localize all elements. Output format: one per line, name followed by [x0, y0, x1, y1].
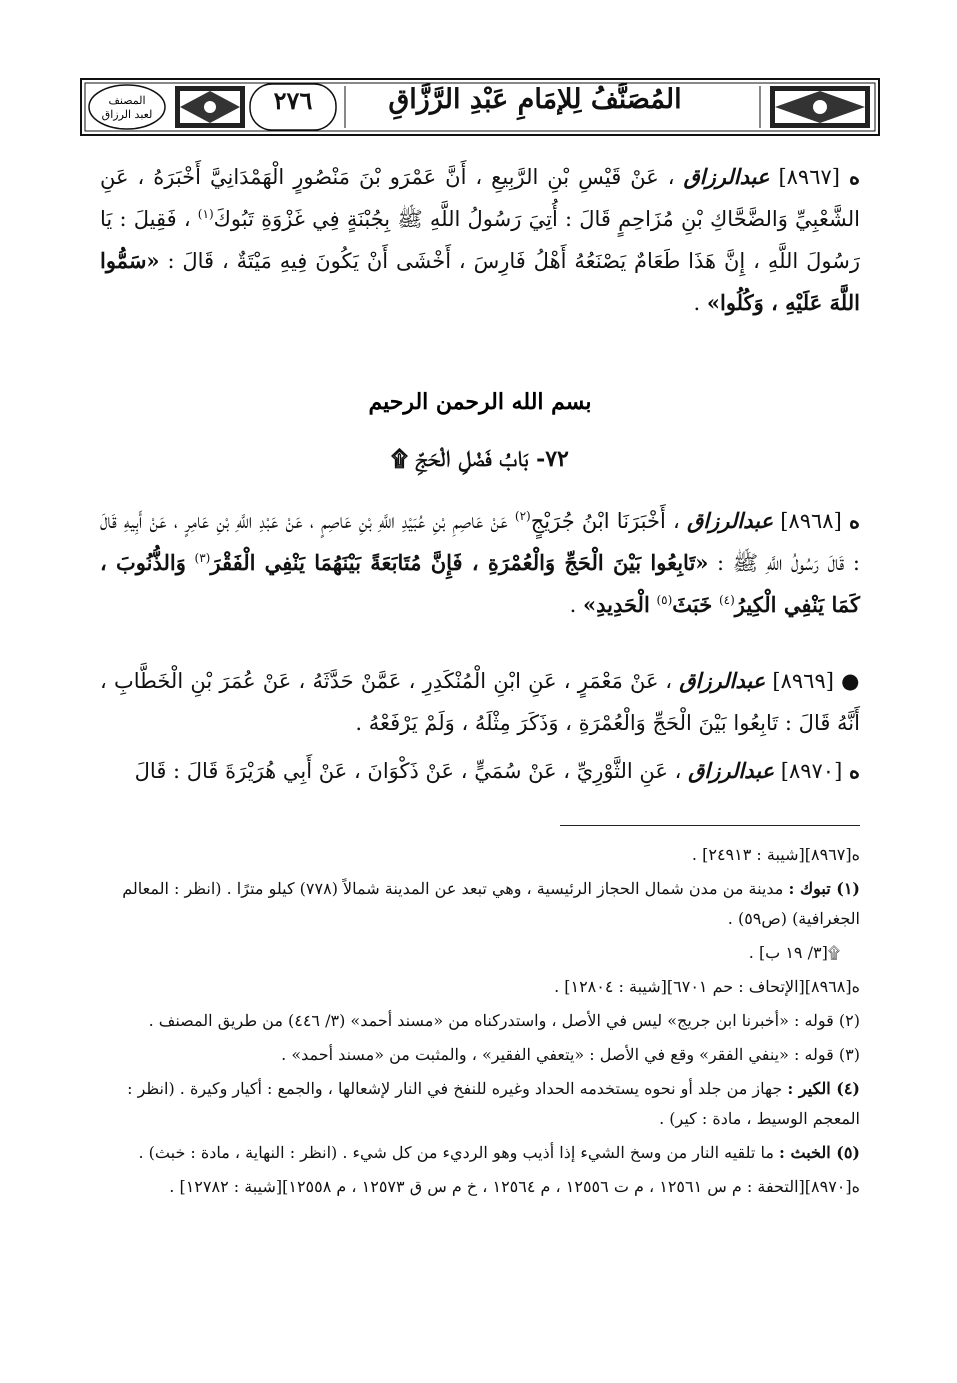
- footnote-separator: [560, 825, 860, 826]
- footnote-ref: (٣): [194, 551, 211, 565]
- page-number: ٢٧٦: [273, 86, 313, 115]
- svg-text:لعبد الرزاق: لعبد الرزاق: [101, 108, 153, 121]
- footnote-text: ما تلقيه النار من وسخ الشيء إذا أذيب وهو الرديء من كل شيء . (انظر : النهاية ، مادة : خبث) .: [138, 1143, 774, 1162]
- narrator-name: عبدالرزاق: [679, 668, 766, 693]
- source-note-8967: ه[٨٩٦٧][شيبة : ٢٤٩١٣] .: [691, 845, 860, 864]
- hadith-marker: ه: [848, 164, 860, 189]
- chapter-heading: [280, 446, 680, 472]
- prophet-saying: «سَمُّوا اللَّهَ عَلَيْهِ ، وَكُلُوا»: [100, 248, 860, 315]
- svg-text:المصنف: المصنف: [108, 94, 146, 107]
- book-title: المُصَنَّفُ لِلإمَامِ عَبْدِ الرَّزَّاقِ: [388, 84, 682, 115]
- footnote-text: جهاز من جلد أو نحوه يستخدمه الحداد وغيره للنفخ في النار لإشعالها ، والجمع : أكيار وكيرة . (انظر : المعجم الوسيط ، مادة : كير) .: [127, 1079, 860, 1128]
- footnote-text: مدينة من مدن شمال الحجاز الرئيسية ، وهي تبعد عن المدينة شمالاً (٧٧٨) كيلو مترًا . (انظر : المعالم الجغرافية) (ص٥٩) .: [122, 879, 860, 928]
- hadith-marker: ه: [848, 758, 860, 783]
- hadith-8970: [100, 750, 860, 806]
- footnote-2: (٢) قوله : «أخبرنا ابن جريج» ليس في الأصل ، واستدركناه من «مسند أحمد» (٣/ ٤٤٦) من طريق المصنف .: [148, 1011, 860, 1030]
- hadith-text: ، عَنِ الثَّوْرِيِّ ، عَنْ سُمَيٍّ ، عَنْ ذَكْوَانَ ، عَنْ أَبِي هُرَيْرَةَ قَالَ : قَالَ: [134, 759, 682, 783]
- hadith-number: [٨٩٦٨]: [780, 509, 842, 533]
- hadith-text: ، فَقِيلَ : يَا رَسُولَ اللَّهِ ، إِنَّ هَذَا طَعَامٌ يَصْنَعُهُ أَهْلُ فَارِسَ ، أَخْشَى أَنْ يَكُونَ فِيهِ مَيْتَةٌ ، قَالَ :: [100, 207, 860, 273]
- footnote-5: [88, 1138, 860, 1168]
- footnote-label: (٥) الخبث :: [779, 1143, 860, 1162]
- hadith-marker: ه: [849, 508, 861, 533]
- footnotes: [88, 840, 860, 1206]
- hadith-end: .: [693, 291, 701, 315]
- chapter-title: ٧٢- بَابُ فَضْلِ الْحَجِّ: [415, 446, 569, 472]
- hadith-paragraph: [100, 500, 860, 626]
- narrator-name: عبدالرزاق: [687, 508, 773, 533]
- footnote-ref: (٤): [718, 593, 735, 607]
- page-header: [80, 78, 880, 136]
- hadith-text: عَنْ عَاصِمِ بْنِ عُبَيْدِ اللَّهِ بْنِ عَاصِمٍ ، عَنْ عَبْدِ اللَّهِ بْنِ عَامِرٍ ، عَنْ أَبِيهِ قَالَ : قَالَ رَسُولُ اللَّهِ ﷺ :: [100, 509, 860, 575]
- footnote-4: [88, 1074, 860, 1134]
- footnote-label: (١) تبوك :: [788, 879, 860, 898]
- manuscript-mark-icon: ۩: [391, 446, 408, 472]
- narrator-name: عبدالرزاق: [683, 164, 770, 189]
- source-note-8968: ه[٨٩٦٨][الإتحاف : حم ٦٧٠١][شيبة : ١٢٨٠٤] .: [554, 977, 860, 996]
- source-note-8970: ه[٨٩٧٠][التحفة : م س ١٢٥٦١ ، م ت ١٢٥٥٦ ، م ١٢٥٦٤ ، خ م س ق ١٢٥٧٣ ، م ١٢٥٥٨][شيبة : ١٢٧٨٢] .: [169, 1177, 860, 1196]
- hadith-number: [٨٩٦٧]: [778, 165, 840, 189]
- prophet-saying: خَبَثَ: [672, 592, 713, 617]
- hadith-end: .: [569, 593, 577, 617]
- footnote-3: (٣) قوله : «ينفي الفقر» وقع في الأصل : «يتعفي الفقير» ، والمثبت من «مسند أحمد» .: [281, 1045, 860, 1064]
- svg-text:بسم الله الرحمن الرحيم: بسم الله الرحمن الرحيم: [368, 389, 592, 415]
- hadith-text: ، عَنْ قَيْسِ بْنِ الرَّبِيعِ ، أَنَّ عَمْرَو بْنَ مَنْصُورٍ الْهَمْدَانِيَّ أَخْبَرَهُ ، عَنِ الشَّعْبِيِّ وَالضَّحَّاكِ بْنِ مُزَاحِمٍ قَالَ : أُتِيَ رَسُولُ اللَّهِ ﷺ بِجُبْنَةٍ فِي غَزْوَةِ تَبُوكَ: [100, 165, 860, 231]
- hadith-8968: [100, 500, 860, 640]
- hadith-paragraph: [100, 660, 860, 744]
- hadith-number: [٨٩٧٠]: [780, 759, 843, 783]
- folio-note: ۩[٣/ ١٩ ب] .: [748, 943, 840, 962]
- hadith-paragraph: [100, 156, 860, 324]
- hadith-text: ، أَخْبَرَنَا ابْنُ جُرَيْجٍ: [530, 509, 680, 533]
- hadith-8969: [100, 660, 860, 758]
- narrator-name: عبدالرزاق: [688, 758, 775, 783]
- hadith-paragraph: [100, 750, 860, 792]
- footnote-ref: (١): [197, 207, 214, 221]
- prophet-saying: «تَابِعُوا بَيْنَ الْحَجِّ وَالْعُمْرَةِ ، فَإِنَّ مُتَابَعَةً بَيْنَهُمَا يَنْفِي الْفَقْرَ: [210, 550, 709, 575]
- prophet-saying: وَالذُّنُوبَ ، كَمَا يَنْفِي الْكِيرُ: [100, 550, 860, 617]
- hadith-text: ، عَنْ مَعْمَرٍ ، عَنِ ابْنِ الْمُنْكَدِرِ ، عَمَّنْ حَدَّثَهُ ، عَنْ عُمَرَ بْنِ الْخَطَّابِ ، أَنَّهُ قَالَ : تَابِعُوا بَيْنَ الْحَجِّ وَالْعُمْرَةِ ، وَذَكَرَ مِثْلَهُ ، وَلَمْ يَرْفَعْهُ .: [100, 669, 860, 735]
- book-seal-logo: [86, 82, 168, 132]
- footnote-label: (٤) الكير :: [787, 1079, 860, 1098]
- footnote-1: [88, 874, 860, 934]
- footnote-ref: (٢): [514, 509, 531, 523]
- footnote-ref: (٥): [656, 593, 673, 607]
- basmala-calligraphy: [368, 365, 592, 435]
- hadith-number: [٨٩٦٩]: [772, 669, 834, 693]
- prophet-saying: الْحَدِيدِ»: [582, 592, 650, 617]
- hadith-8967: [100, 156, 860, 338]
- hadith-marker: ●: [841, 668, 860, 693]
